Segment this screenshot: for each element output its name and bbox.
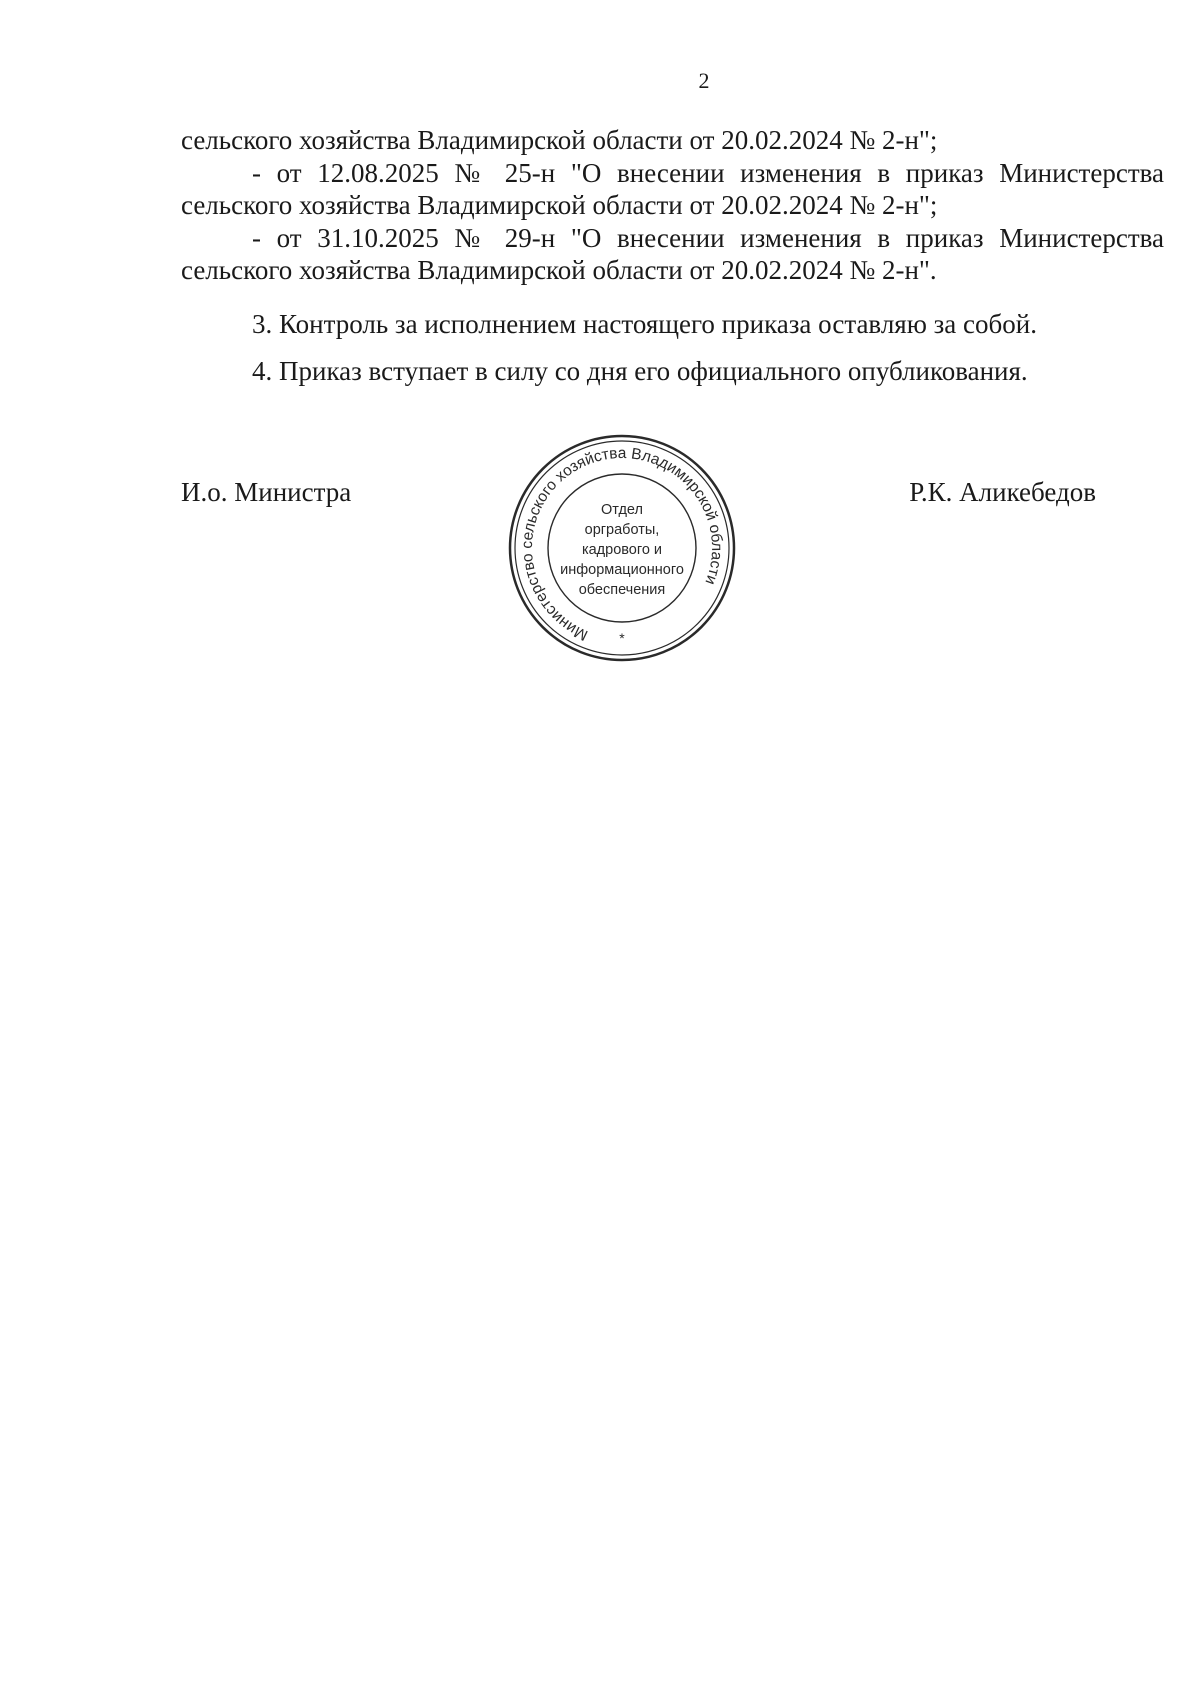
signatory-title: И.о. Министра [181, 477, 352, 507]
stamp-star: * [619, 630, 625, 646]
signatory-name: Р.К. Аликебедов [909, 477, 1096, 507]
paragraph-item-3: 3. Контроль за исполнением настоящего приказа оставляю за собой. [252, 308, 1037, 339]
stamp-outer-text: Министерство сельского хозяйства Владимирской области [518, 444, 726, 644]
stamp-inner-line: оргработы, [584, 522, 660, 538]
body-line: - от 31.10.2025 № 29-н "О внесении изменения в приказ Министерства [252, 222, 1164, 253]
body-line: сельского хозяйства Владимирской области от 20.02.2024 № 2-н"; [181, 125, 938, 155]
body-line: сельского хозяйства Владимирской области от 20.02.2024 № 2-н". [181, 255, 937, 285]
document-body [181, 124, 1164, 388]
stamp-inner-line: кадрового и [581, 542, 663, 558]
stamp-inner-line: Отдел [601, 502, 643, 518]
page-number: 2 [698, 68, 710, 93]
paragraph-item-4: 4. Приказ вступает в силу со дня его официального опубликования. [252, 356, 1028, 386]
official-stamp [506, 432, 738, 664]
body-line: сельского хозяйства Владимирской области от 20.02.2024 № 2-н"; [181, 190, 938, 220]
stamp-inner-line: обеспечения [578, 582, 666, 598]
stamp-inner-line: информационного [560, 562, 684, 578]
body-line: - от 12.08.2025 № 25-н "О внесении изменения в приказ Министерства [252, 157, 1164, 188]
